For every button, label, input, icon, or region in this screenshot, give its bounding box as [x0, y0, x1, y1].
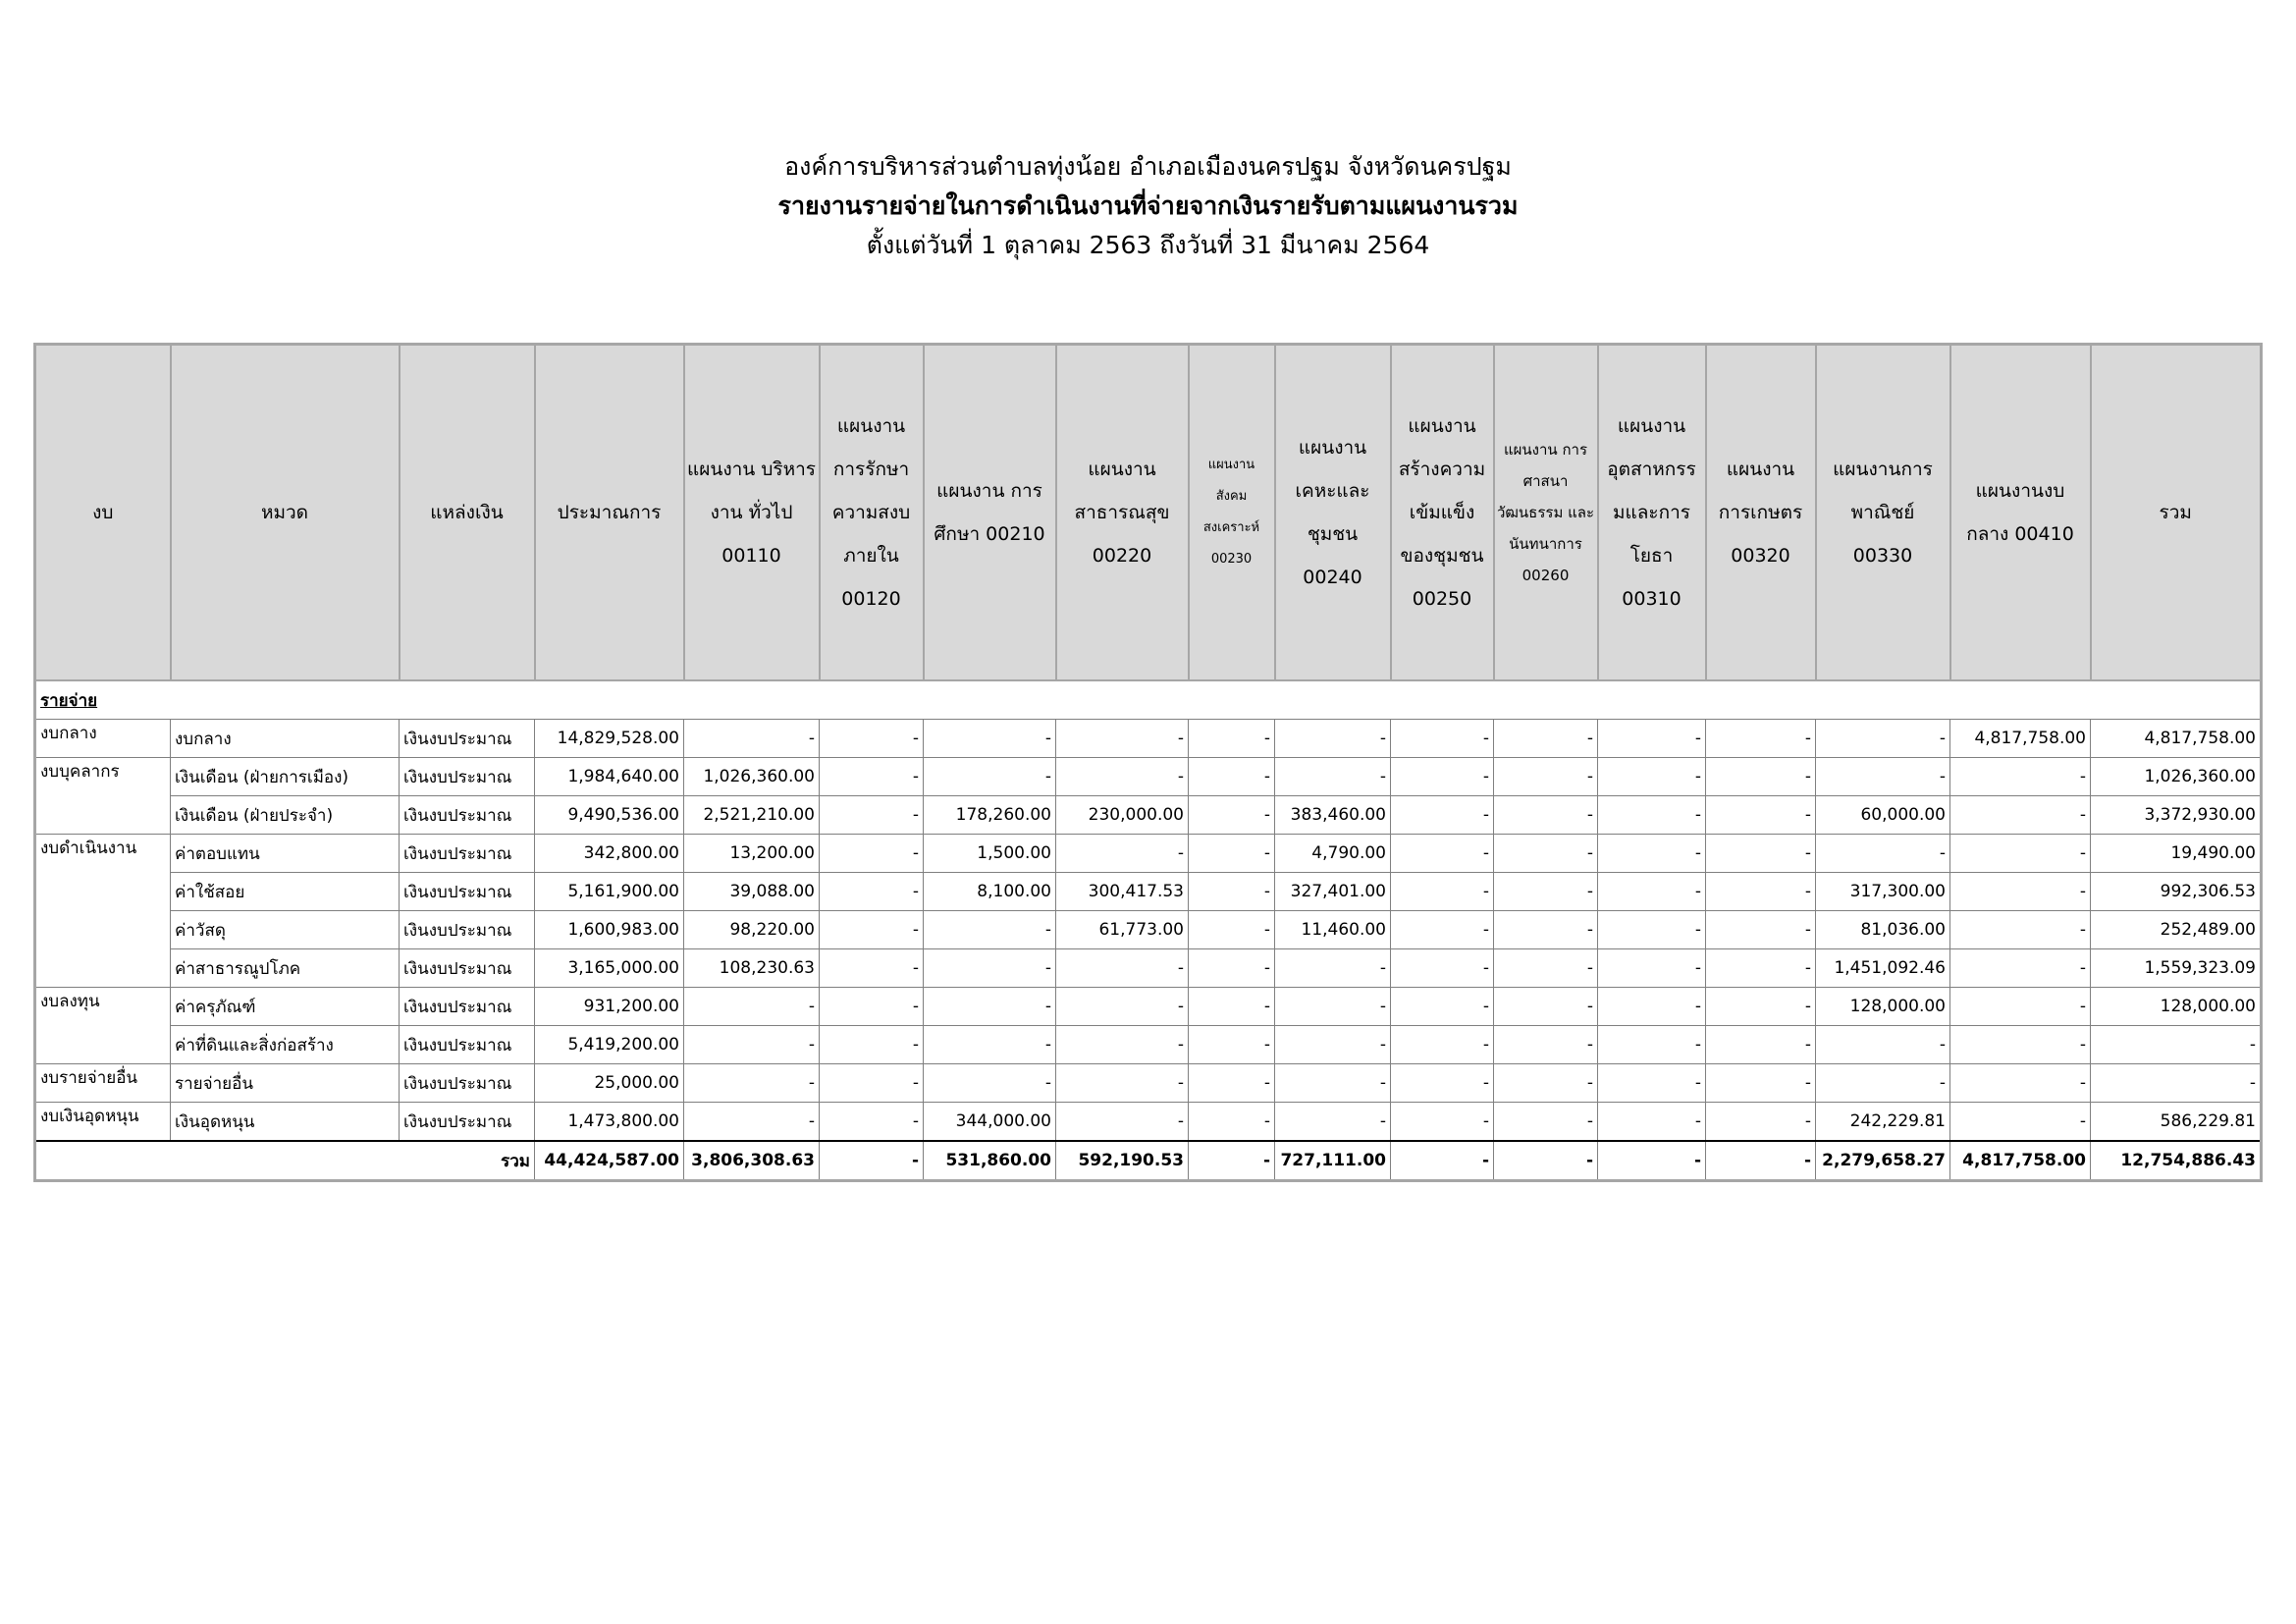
total-row [35, 1141, 2262, 1181]
section-row [35, 680, 2262, 720]
cell-value: - [1189, 1064, 1275, 1103]
cell-value: - [1189, 988, 1275, 1026]
cell-value: - [1598, 758, 1706, 796]
cell-value: - [924, 1026, 1056, 1064]
total-label: รวม [35, 1141, 535, 1181]
cell-value: 4,817,758.00 [2091, 720, 2262, 758]
cell-value: - [1275, 1064, 1391, 1103]
cell-value: 19,490.00 [2091, 835, 2262, 873]
cell-category: ค่าที่ดินและสิ่งก่อสร้าง [171, 1026, 400, 1064]
cell-category: ค่าใช้สอย [171, 873, 400, 911]
cell-value: 3,372,930.00 [2091, 796, 2262, 835]
cell-value: 342,800.00 [535, 835, 684, 873]
cell-value: 39,088.00 [684, 873, 820, 911]
cell-value: - [1494, 835, 1598, 873]
cell-value: 242,229.81 [1816, 1103, 1950, 1142]
cell-source: เงินงบประมาณ [400, 1103, 535, 1142]
cell-value: - [1391, 835, 1494, 873]
cell-value: - [1598, 949, 1706, 988]
cell-value: - [1189, 758, 1275, 796]
cell-value: 25,000.00 [535, 1064, 684, 1103]
cell-value: 586,229.81 [2091, 1103, 2262, 1142]
cell-value: - [1494, 988, 1598, 1026]
cell-value: - [1275, 988, 1391, 1026]
cell-source: เงินงบประมาณ [400, 911, 535, 949]
table-row [35, 873, 2262, 911]
cell-value: - [1950, 949, 2091, 988]
cell-value: - [684, 720, 820, 758]
cell-value: - [1391, 949, 1494, 988]
cell-value: - [820, 720, 924, 758]
cell-value: - [1816, 1026, 1950, 1064]
cell-value: - [1275, 720, 1391, 758]
cell-value: 128,000.00 [2091, 988, 2262, 1026]
cell-category: ค่าครุภัณฑ์ [171, 988, 400, 1026]
col-header: แผนงาน สาธารณสุข 00220 [1056, 345, 1189, 681]
cell-value: - [1598, 835, 1706, 873]
table-row [35, 796, 2262, 835]
cell-value: - [820, 758, 924, 796]
table-row [35, 911, 2262, 949]
cell-value: - [1494, 949, 1598, 988]
cell-group: งบบุคลากร [35, 758, 171, 835]
cell-value: - [1950, 1026, 2091, 1064]
cell-value: - [1950, 758, 2091, 796]
cell-category: เงินเดือน (ฝ่ายการเมือง) [171, 758, 400, 796]
cell-value: 1,026,360.00 [684, 758, 820, 796]
cell-value: - [1494, 873, 1598, 911]
cell-value: - [1706, 1103, 1816, 1142]
cell-value: - [1056, 1103, 1189, 1142]
cell-value: 1,451,092.46 [1816, 949, 1950, 988]
cell-source: เงินงบประมาณ [400, 988, 535, 1026]
cell-value: 3,165,000.00 [535, 949, 684, 988]
cell-value: 13,200.00 [684, 835, 820, 873]
cell-value: 128,000.00 [1816, 988, 1950, 1026]
cell-source: เงินงบประมาณ [400, 720, 535, 758]
cell-value: - [1189, 1103, 1275, 1142]
cell-category: รายจ่ายอื่น [171, 1064, 400, 1103]
cell-source: เงินงบประมาณ [400, 758, 535, 796]
cell-value: 1,473,800.00 [535, 1103, 684, 1142]
cell-value: - [820, 835, 924, 873]
cell-value: - [1391, 1103, 1494, 1142]
cell-value: - [820, 796, 924, 835]
cell-value: - [1950, 1103, 2091, 1142]
cell-value: - [1494, 911, 1598, 949]
cell-value: - [820, 1103, 924, 1142]
cell-value: - [1816, 720, 1950, 758]
table-row [35, 835, 2262, 873]
cell-value: - [820, 988, 924, 1026]
cell-value: 61,773.00 [1056, 911, 1189, 949]
cell-value: - [820, 911, 924, 949]
cell-category: ค่าสาธารณูปโภค [171, 949, 400, 988]
total-value: - [820, 1141, 924, 1181]
organization-name: องค์การบริหารส่วนตำบลทุ่งน้อย อำเภอเมืองนครปฐม จังหวัดนครปฐม [784, 152, 1512, 181]
cell-value: - [684, 988, 820, 1026]
cell-value: 178,260.00 [924, 796, 1056, 835]
cell-value: - [1950, 873, 2091, 911]
cell-value: - [1189, 873, 1275, 911]
cell-value: 108,230.63 [684, 949, 820, 988]
cell-value: - [1706, 758, 1816, 796]
cell-value: 4,790.00 [1275, 835, 1391, 873]
cell-group: งบกลาง [35, 720, 171, 758]
cell-value: - [1494, 1026, 1598, 1064]
col-header: แผนงาน อุตสาหกรร มและการ โยธา 00310 [1598, 345, 1706, 681]
cell-value: - [1598, 1064, 1706, 1103]
cell-value: 1,984,640.00 [535, 758, 684, 796]
cell-value: - [1391, 911, 1494, 949]
cell-value: - [1391, 873, 1494, 911]
total-value: 592,190.53 [1056, 1141, 1189, 1181]
cell-value: - [1189, 1026, 1275, 1064]
cell-value: - [1706, 720, 1816, 758]
cell-value: 252,489.00 [2091, 911, 2262, 949]
col-header: แผนงาน สร้างความ เข้มแข็ง ของชุมชน 00250 [1391, 345, 1494, 681]
report-title: รายงานรายจ่ายในการดำเนินงานที่จ่ายจากเงินรายรับตามแผนงานรวม [777, 191, 1519, 220]
cell-value: - [1494, 758, 1598, 796]
cell-source: เงินงบประมาณ [400, 873, 535, 911]
col-header: หมวด [171, 345, 400, 681]
cell-value: 931,200.00 [535, 988, 684, 1026]
cell-value: - [1706, 911, 1816, 949]
cell-value: 11,460.00 [1275, 911, 1391, 949]
cell-source: เงินงบประมาณ [400, 796, 535, 835]
cell-value: 992,306.53 [2091, 873, 2262, 911]
table-row [35, 758, 2262, 796]
cell-category: เงินเดือน (ฝ่ายประจำ) [171, 796, 400, 835]
cell-value: - [1950, 835, 2091, 873]
cell-value: - [1950, 988, 2091, 1026]
total-value: 4,817,758.00 [1950, 1141, 2091, 1181]
cell-value: - [924, 758, 1056, 796]
cell-value: - [820, 949, 924, 988]
total-value: - [1706, 1141, 1816, 1181]
cell-value: - [1494, 1103, 1598, 1142]
cell-value: - [820, 1026, 924, 1064]
cell-value: 81,036.00 [1816, 911, 1950, 949]
table-row [35, 1103, 2262, 1142]
col-header: แผนงานงบ กลาง 00410 [1950, 345, 2091, 681]
cell-value: 5,419,200.00 [535, 1026, 684, 1064]
cell-value: - [924, 1064, 1056, 1103]
col-header: งบ [35, 345, 171, 681]
cell-value: - [1391, 758, 1494, 796]
col-header: แผนงาน สังคม สงเคราะห์ 00230 [1189, 345, 1275, 681]
cell-value: - [1056, 835, 1189, 873]
col-header: แผนงาน บริหารงาน ทั่วไป 00110 [684, 345, 820, 681]
cell-value: - [2091, 1064, 2262, 1103]
cell-value: - [1189, 911, 1275, 949]
table-row [35, 1064, 2262, 1103]
cell-value: - [1816, 1064, 1950, 1103]
table-row [35, 1026, 2262, 1064]
cell-value: - [684, 1064, 820, 1103]
cell-value: - [1598, 720, 1706, 758]
cell-value: - [820, 873, 924, 911]
col-header: ประมาณการ [535, 345, 684, 681]
cell-value: - [1391, 988, 1494, 1026]
cell-value: - [1706, 1026, 1816, 1064]
cell-category: เงินอุดหนุน [171, 1103, 400, 1142]
cell-value: 344,000.00 [924, 1103, 1056, 1142]
cell-value: - [1056, 988, 1189, 1026]
expense-table [33, 343, 2263, 1182]
cell-value: - [1275, 949, 1391, 988]
cell-value: - [1494, 1064, 1598, 1103]
cell-value: - [1950, 1064, 2091, 1103]
cell-value: - [1598, 1026, 1706, 1064]
total-value: - [1494, 1141, 1598, 1181]
total-value: 44,424,587.00 [535, 1141, 684, 1181]
cell-value: - [1950, 796, 2091, 835]
cell-group: งบเงินอุดหนุน [35, 1103, 171, 1142]
cell-value: - [820, 1064, 924, 1103]
cell-value: - [1391, 1026, 1494, 1064]
section-label: รายจ่าย [35, 680, 2262, 720]
cell-value: 5,161,900.00 [535, 873, 684, 911]
cell-value: - [1494, 796, 1598, 835]
table-row [35, 720, 2262, 758]
table-row [35, 988, 2262, 1026]
cell-value: - [1494, 720, 1598, 758]
total-value: - [1391, 1141, 1494, 1181]
cell-value: - [924, 911, 1056, 949]
table-header-row [35, 345, 2262, 681]
cell-value: - [924, 720, 1056, 758]
col-header: แผนงาน การศึกษา 00210 [924, 345, 1056, 681]
cell-value: - [1189, 949, 1275, 988]
total-value: 2,279,658.27 [1816, 1141, 1950, 1181]
cell-group: งบดำเนินงาน [35, 835, 171, 988]
col-header: แผนงาน การรักษา ความสงบ ภายใน 00120 [820, 345, 924, 681]
total-value: 531,860.00 [924, 1141, 1056, 1181]
cell-value: - [924, 949, 1056, 988]
cell-value: 2,521,210.00 [684, 796, 820, 835]
cell-group: งบลงทุน [35, 988, 171, 1064]
cell-value: - [1598, 796, 1706, 835]
cell-value: - [684, 1103, 820, 1142]
cell-value: - [1189, 835, 1275, 873]
report-period: ตั้งแต่วันที่ 1 ตุลาคม 2563 ถึงวันที่ 31 มีนาคม 2564 [866, 231, 1430, 259]
cell-value: - [1816, 835, 1950, 873]
cell-value: - [1706, 949, 1816, 988]
cell-value: - [1275, 1103, 1391, 1142]
cell-value: - [1056, 1064, 1189, 1103]
cell-value: - [1598, 911, 1706, 949]
cell-value: 98,220.00 [684, 911, 820, 949]
report-header [0, 147, 2296, 265]
cell-value: 8,100.00 [924, 873, 1056, 911]
col-header: แหล่งเงิน [400, 345, 535, 681]
cell-source: เงินงบประมาณ [400, 949, 535, 988]
cell-category: งบกลาง [171, 720, 400, 758]
cell-value: 14,829,528.00 [535, 720, 684, 758]
cell-value: - [1056, 758, 1189, 796]
cell-value: - [1275, 758, 1391, 796]
col-header: แผนงาน เคหะและ ชุมชน 00240 [1275, 345, 1391, 681]
total-value: 727,111.00 [1275, 1141, 1391, 1181]
col-header: แผนงาน การเกษตร 00320 [1706, 345, 1816, 681]
total-value: 3,806,308.63 [684, 1141, 820, 1181]
cell-value: - [1598, 1103, 1706, 1142]
total-value: - [1598, 1141, 1706, 1181]
cell-group: งบรายจ่ายอื่น [35, 1064, 171, 1103]
cell-value: - [1056, 720, 1189, 758]
cell-value: - [1706, 835, 1816, 873]
cell-value: - [1706, 1064, 1816, 1103]
cell-value: - [1391, 720, 1494, 758]
col-header: รวม [2091, 345, 2262, 681]
cell-category: ค่าวัสดุ [171, 911, 400, 949]
cell-value: - [1391, 1064, 1494, 1103]
cell-value: 1,026,360.00 [2091, 758, 2262, 796]
cell-value: - [1189, 720, 1275, 758]
cell-source: เงินงบประมาณ [400, 835, 535, 873]
cell-value: - [924, 988, 1056, 1026]
cell-value: - [1816, 758, 1950, 796]
cell-value: - [1056, 1026, 1189, 1064]
cell-value: - [1706, 796, 1816, 835]
cell-value: - [1189, 796, 1275, 835]
total-value: - [1189, 1141, 1275, 1181]
cell-source: เงินงบประมาณ [400, 1026, 535, 1064]
cell-value: - [2091, 1026, 2262, 1064]
cell-value: - [1391, 796, 1494, 835]
cell-value: - [1950, 911, 2091, 949]
cell-value: 1,600,983.00 [535, 911, 684, 949]
cell-source: เงินงบประมาณ [400, 1064, 535, 1103]
cell-value: - [684, 1026, 820, 1064]
cell-value: 300,417.53 [1056, 873, 1189, 911]
cell-category: ค่าตอบแทน [171, 835, 400, 873]
cell-value: 327,401.00 [1275, 873, 1391, 911]
cell-value: 60,000.00 [1816, 796, 1950, 835]
cell-value: - [1056, 949, 1189, 988]
cell-value: - [1598, 873, 1706, 911]
col-header: แผนงานการ พาณิชย์ 00330 [1816, 345, 1950, 681]
cell-value: 383,460.00 [1275, 796, 1391, 835]
cell-value: 9,490,536.00 [535, 796, 684, 835]
col-header: แผนงาน การศาสนา วัฒนธรรม และ นันทนาการ 00260 [1494, 345, 1598, 681]
table-row [35, 949, 2262, 988]
cell-value: - [1706, 873, 1816, 911]
cell-value: 230,000.00 [1056, 796, 1189, 835]
cell-value: 317,300.00 [1816, 873, 1950, 911]
cell-value: - [1706, 988, 1816, 1026]
cell-value: 1,500.00 [924, 835, 1056, 873]
cell-value: - [1275, 1026, 1391, 1064]
cell-value: 4,817,758.00 [1950, 720, 2091, 758]
cell-value: 1,559,323.09 [2091, 949, 2262, 988]
total-value: 12,754,886.43 [2091, 1141, 2262, 1181]
cell-value: - [1598, 988, 1706, 1026]
